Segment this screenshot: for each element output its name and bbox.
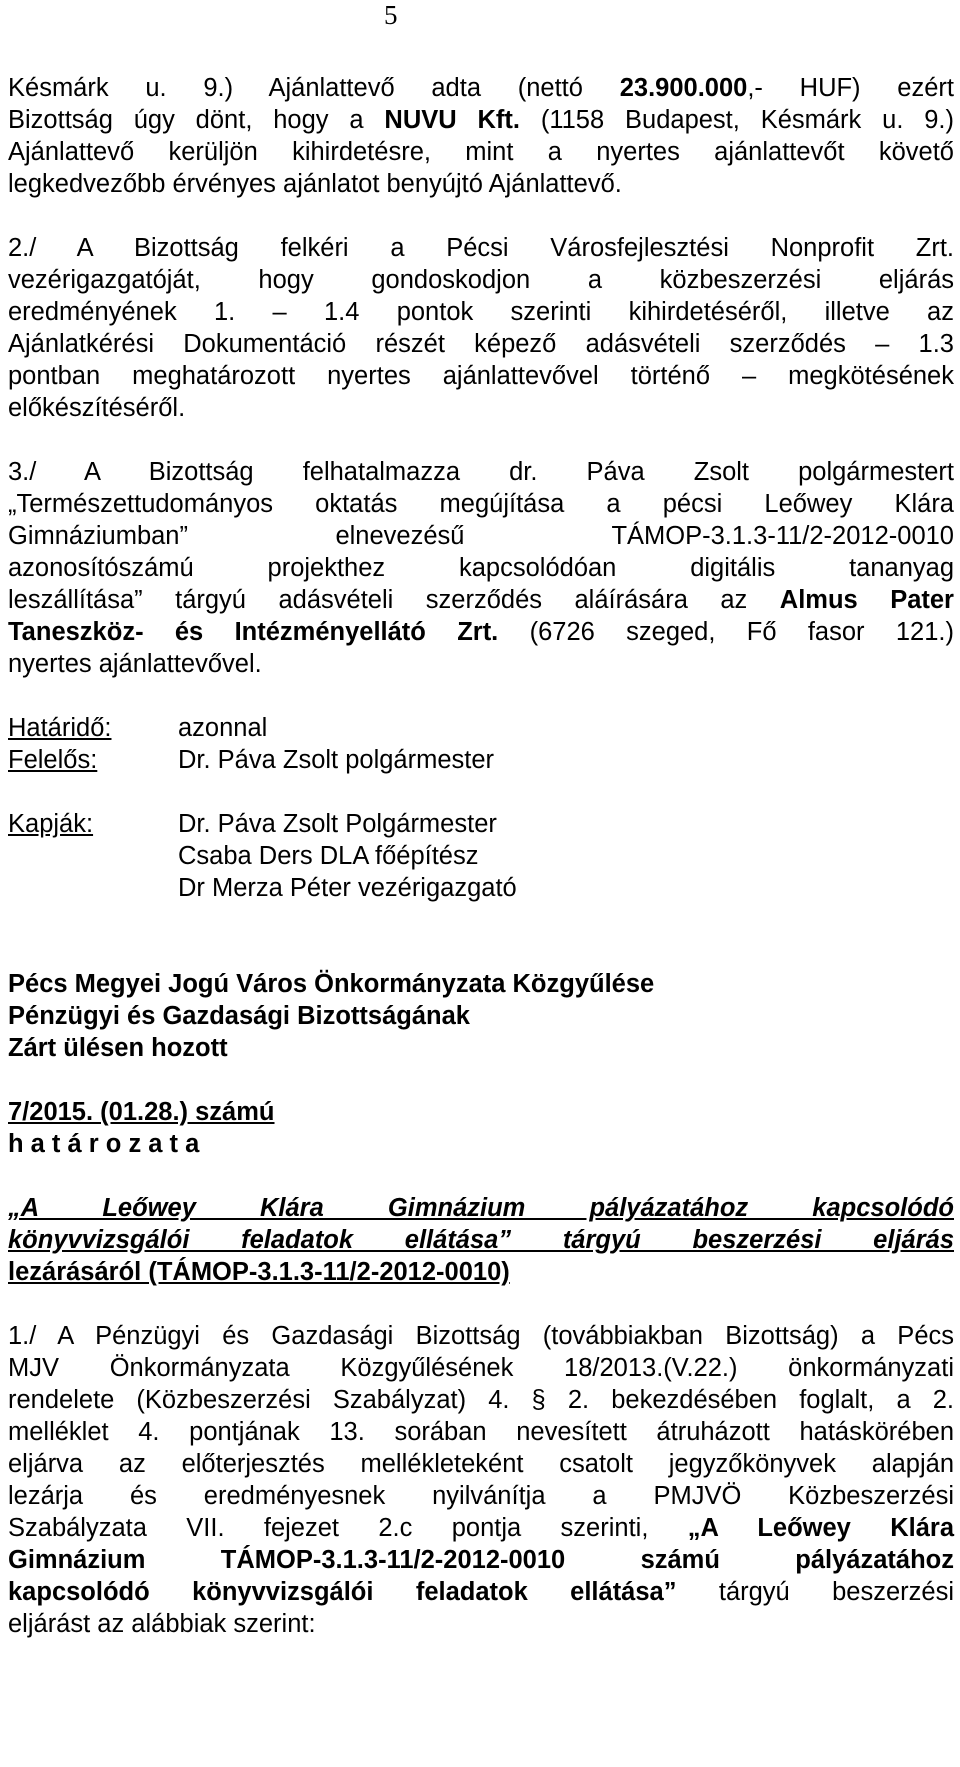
recipient: Csaba Ders DLA főépítész bbox=[178, 842, 479, 870]
paragraph-2: 2./ A Bizottság felkéri a Pécsi Városfejlesztési Nonprofit Zrt. vezérigazgatóját, hogy gondoskodjon a közbeszerzési eljárás eredményének 1. – 1.4 pontok szerinti kihirdetéséről, illetve az Ajánlatkérési Dokumentáció részét képező adásvételi szerződés – 1.3 pontban meghatározott nyertes ajánlattevővel történő – megkötésének előkészítéséről. bbox=[8, 234, 954, 422]
resolution-type: h a t á r o z a t a bbox=[8, 1130, 200, 1158]
responsible-label: Felelős: bbox=[8, 746, 98, 774]
document-body bbox=[8, 72, 954, 1640]
responsible-value: Dr. Páva Zsolt polgármester bbox=[178, 746, 495, 774]
deadline-label: Határidő: bbox=[8, 714, 112, 742]
recipient: Dr Merza Péter vezérigazgató bbox=[178, 874, 517, 902]
winner-name-1: Almus Pater bbox=[779, 586, 954, 614]
resolution-number-block bbox=[8, 1096, 954, 1160]
net-price: 23.900.000 bbox=[619, 74, 748, 102]
winner-name-2: Taneszköz- és Intézményellátó Zrt. bbox=[8, 618, 499, 646]
recipients-label: Kapják: bbox=[8, 810, 94, 838]
recipients-row bbox=[8, 808, 954, 904]
paragraph-3: 3./ A Bizottság felhatalmazza dr. Páva Zsolt polgármestert „Természettudományos oktatás megújítása a pécsi Leőwey Klára Gimnáziumban” elnevezésű TÁMOP-3.1.3-11/2-2012-0010 azonosítószámú projekthez kapcsolódóan digitális tananyag leszállítása” tárgyú adásvételi szerződés aláírására az Almus Pater Taneszköz- és Intézményellátó Zrt. (6726 szeged, Fő fasor 121.) nyertes ajánlattevővel. bbox=[8, 458, 954, 678]
deadline-value: azonnal bbox=[178, 714, 268, 742]
responsible-row bbox=[8, 744, 954, 776]
resolution-number: 7/2015. (01.28.) számú bbox=[8, 1098, 275, 1126]
recipient: Dr. Páva Zsolt Polgármester bbox=[178, 810, 497, 838]
page-number: 5 bbox=[384, 0, 398, 30]
resolution-subject: „A Leőwey Klára Gimnázium pályázatához kapcsolódó könyvvizsgálói feladatok ellátása” tárgyú beszerzési eljárás lezárásáról (TÁMOP-3.1.3-11/2-2012-0010) bbox=[8, 1194, 954, 1286]
recipients-list bbox=[178, 808, 517, 904]
company-name: NUVU Kft. bbox=[384, 106, 520, 134]
paragraph-4: 1./ A Pénzügyi és Gazdasági Bizottság (továbbiakban Bizottság) a Pécs MJV Önkormányzata Közgyűlésének 18/2013.(V.22.) önkormányzati rendelete (Közbeszerzési Szabályzat) 4. § 2. bekezdésében foglalt, a 2. melléklet 4. pontjának 13. sorában nevesített átruházott hatáskörében eljárva az előterjesztés mellékleteként csatolt jegyzőkönyvek alapján lezárja és eredményesnek nyilvánítja a PMJVÖ Közbeszerzési Szabályzata VII. fejezet 2.c pontja szerinti, „A Leőwey Klára Gimnázium TÁMOP-3.1.3-11/2-2012-0010 számú pályázatához kapcsolódó könyvvizsgálói feladatok ellátása” tárgyú beszerzési eljárást az alábbiak szerint: bbox=[8, 1322, 955, 1638]
paragraph-result: Késmárk u. 9.) Ajánlattevő adta (nettó 23.900.000,- HUF) ezért Bizottság úgy dönt, hogy a NUVU Kft. (1158 Budapest, Késmárk u. 9.) Ajánlattevő kerüljön kihirdetésre, mint a nyertes ajánlattevőt követő legkedvezőbb érvényes ajánlatot benyújtó Ajánlattevő. bbox=[8, 74, 955, 198]
deadline-row bbox=[8, 712, 954, 744]
resolution-heading: Pécs Megyei Jogú Város Önkormányzata Közgyűlése Pénzügyi és Gazdasági Bizottságának Zárt ülésen hozott bbox=[8, 970, 655, 1062]
